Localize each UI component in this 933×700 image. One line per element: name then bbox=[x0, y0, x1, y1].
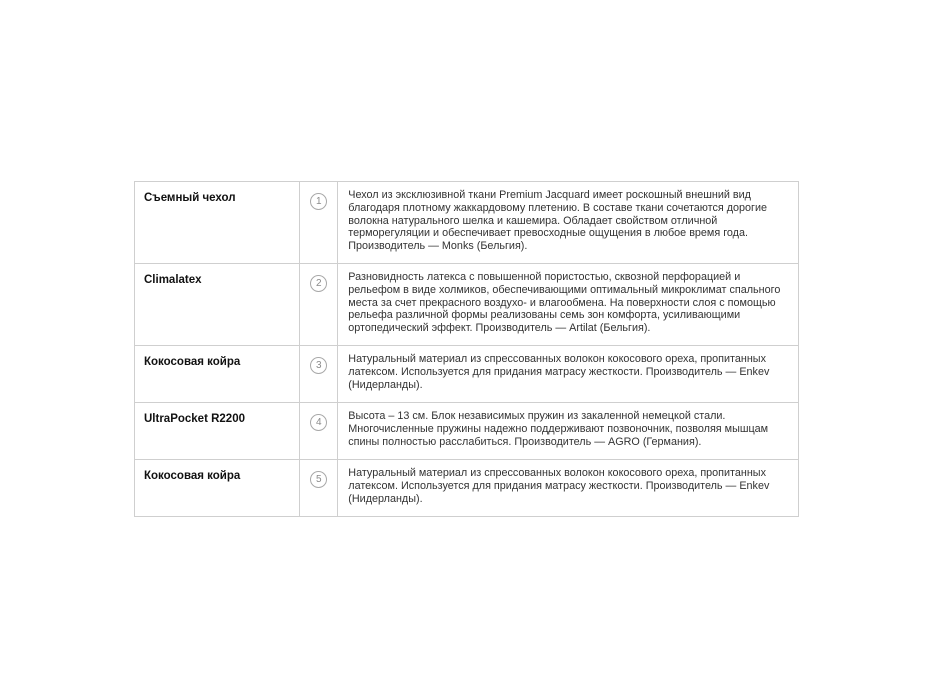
layer-number-badge: 1 bbox=[310, 193, 327, 210]
table-row bbox=[135, 182, 799, 264]
layer-number-cell bbox=[300, 403, 338, 460]
layer-number-cell bbox=[300, 264, 338, 346]
layer-name: UltraPocket R2200 bbox=[135, 403, 300, 460]
layer-number-badge: 5 bbox=[310, 471, 327, 488]
table-row bbox=[135, 403, 799, 460]
layer-number-badge: 4 bbox=[310, 414, 327, 431]
layer-name: Кокосовая койра bbox=[135, 460, 300, 517]
layer-number-badge: 2 bbox=[310, 275, 327, 292]
layer-description: Разновидность латекса с повышенной пористостью, сквозной перфорацией и рельефом в виде холмиков, обеспечивающими оптимальный микроклимат спального места за счет прекрасного воздухо- и влагообмена. На поверхности слоя с помощью рельефа различной формы реализованы семь зон комфорта, усиливающими ортопедический эффект. Производитель — Artilat (Бельгия). bbox=[338, 264, 799, 346]
table-row bbox=[135, 346, 799, 403]
layer-description: Натуральный материал из спрессованных волокон кокосового ореха, пропитанных латексом. Используется для придания матрасу жесткости. Производитель — Enkev (Нидерланды). bbox=[338, 346, 799, 403]
layer-number-cell bbox=[300, 460, 338, 517]
layer-description: Высота – 13 см. Блок независимых пружин из закаленной немецкой стали. Многочисленные пружины надежно поддерживают позвоночник, позволяя мышцам спины полностью расслабиться. Производитель — AGRO (Германия). bbox=[338, 403, 799, 460]
layer-number-cell bbox=[300, 346, 338, 403]
table-row bbox=[135, 460, 799, 517]
layer-name: Кокосовая койра bbox=[135, 346, 300, 403]
layer-description: Натуральный материал из спрессованных волокон кокосового ореха, пропитанных латексом. Используется для придания матрасу жесткости. Производитель — Enkev (Нидерланды). bbox=[338, 460, 799, 517]
layer-number-badge: 3 bbox=[310, 357, 327, 374]
mattress-layers-table bbox=[134, 181, 799, 517]
table-row bbox=[135, 264, 799, 346]
layer-number-cell bbox=[300, 182, 338, 264]
layer-name: Съемный чехол bbox=[135, 182, 300, 264]
layer-description: Чехол из эксклюзивной ткани Premium Jacquard имеет роскошный внешний вид благодаря плотному жаккардовому плетению. В составе ткани сочетаются дорогие волокна натурального шелка и кашемира. Обладает свойством отличной терморегуляции и обеспечивает превосходные ощущения в любое время года. Производитель — Monks (Бельгия). bbox=[338, 182, 799, 264]
layer-name: Climalatex bbox=[135, 264, 300, 346]
